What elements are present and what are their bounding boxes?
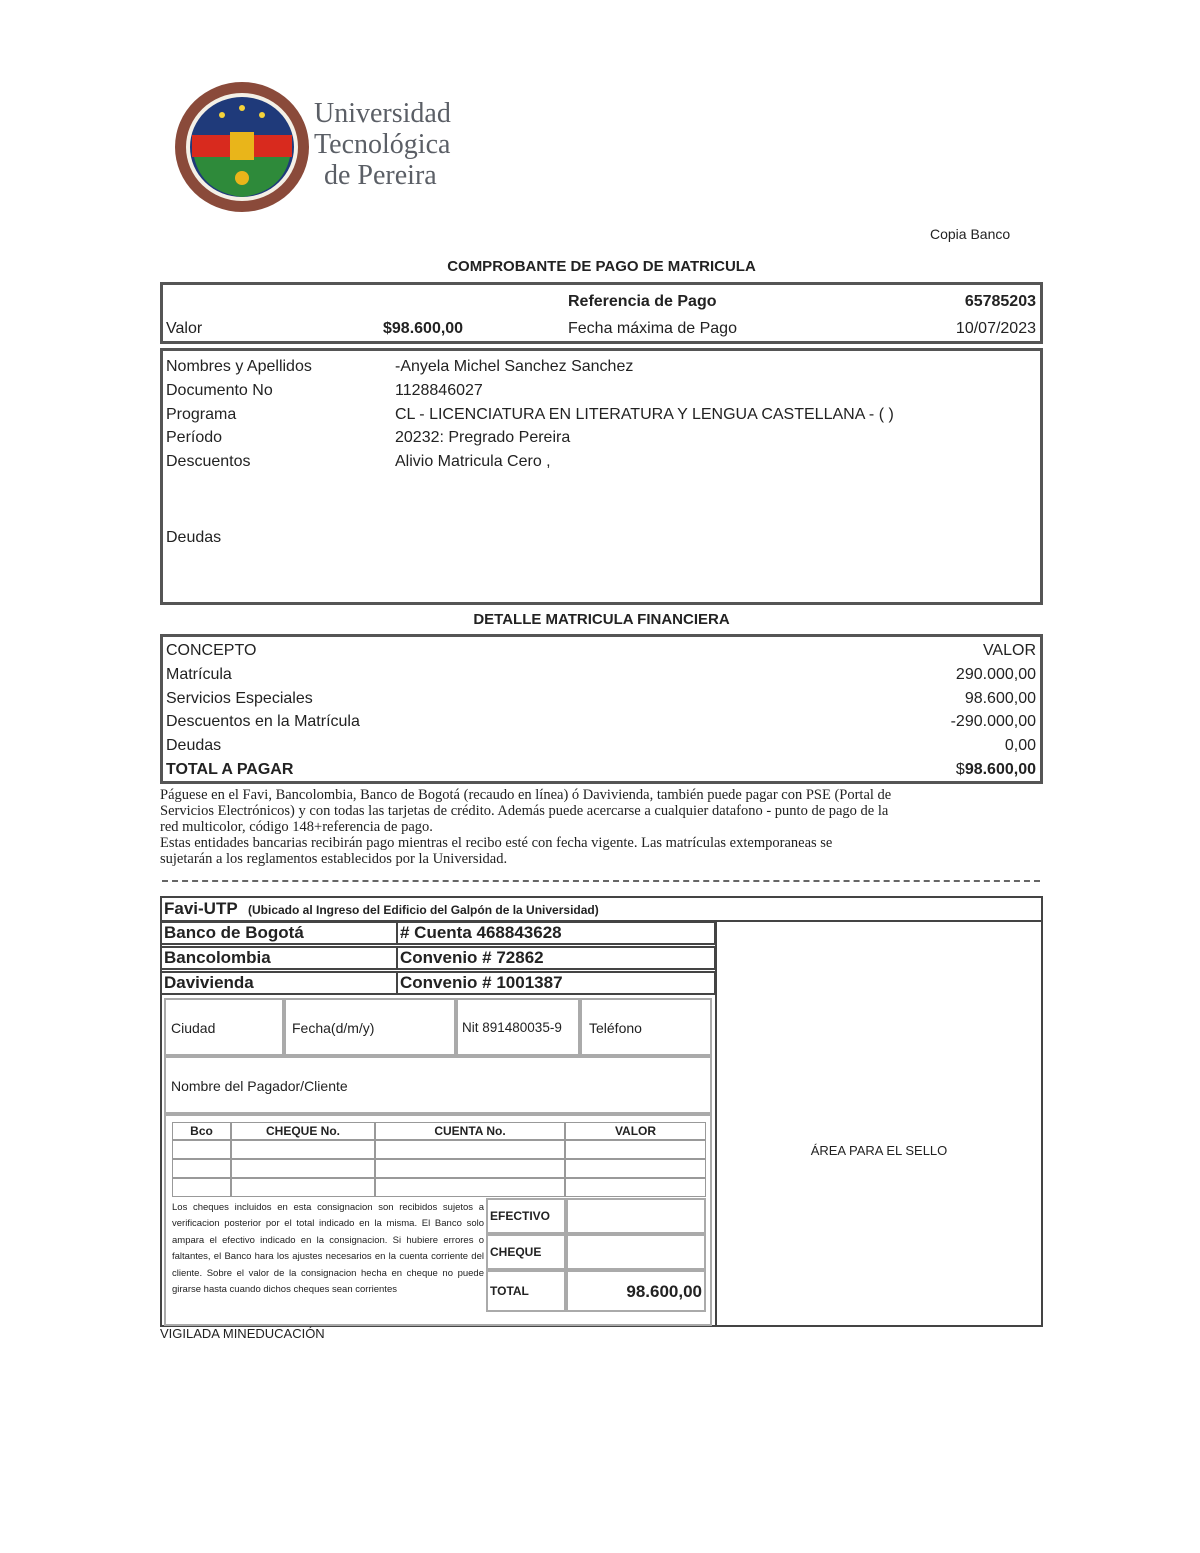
total-label: TOTAL A PAGAR [166, 761, 294, 778]
cut-line [162, 880, 1040, 882]
concepto-header: CONCEPTO [166, 642, 257, 659]
nombres-value: -Anyela Michel Sanchez Sanchez [395, 358, 634, 375]
detail-concepto: Matrícula [166, 666, 232, 683]
favi-note: (Ubicado al Ingreso del Edificio del Galpón de la Universidad) [248, 903, 599, 917]
payment-summary-box [160, 282, 1043, 344]
cheque-label-cell [486, 1234, 566, 1270]
slip-total-value: 98.600,00 [626, 1282, 702, 1301]
detail-valor: -290.000,00 [950, 713, 1036, 730]
total-currency: $ [955, 761, 965, 778]
pagador-field[interactable] [164, 1056, 712, 1114]
bank-account: # Cuenta 468843628 [396, 921, 716, 945]
bank-account: Convenio # 1001387 [396, 971, 716, 995]
detail-row [163, 737, 1040, 761]
detail-row [163, 666, 1040, 690]
fecha-label: Fecha(d/m/y) [292, 1020, 375, 1036]
efectivo-value-cell[interactable] [566, 1198, 706, 1234]
periodo-label: Período [166, 429, 223, 446]
efectivo-label: EFECTIVO [490, 1209, 551, 1223]
reference-label: Referencia de Pago [568, 293, 717, 310]
bank-name: Davivienda [160, 971, 398, 995]
cheque-cell[interactable] [375, 1178, 565, 1197]
ciudad-label: Ciudad [171, 1020, 216, 1036]
cheque-cell[interactable] [172, 1159, 231, 1178]
descuentos-label: Descuentos [166, 453, 251, 470]
total-label-cell [486, 1270, 566, 1312]
cheque-cell[interactable] [172, 1178, 231, 1197]
university-seal [172, 80, 312, 215]
telefono-field[interactable] [580, 998, 712, 1056]
cheque-cell[interactable] [565, 1140, 706, 1159]
documento-label: Documento No [166, 382, 273, 399]
fecha-field[interactable] [284, 998, 456, 1056]
bank-row [160, 921, 716, 945]
detail-header-row [163, 642, 1040, 666]
cheque-cell[interactable] [565, 1159, 706, 1178]
total-value-cell [566, 1270, 706, 1312]
cheque-header: CUENTA No. [375, 1122, 565, 1140]
detail-valor: 98.600,00 [964, 690, 1036, 707]
due-date-label: Fecha máxima de Pago [568, 320, 737, 337]
copy-label: Copia Banco [930, 226, 1011, 242]
pagador-label: Nombre del Pagador/Cliente [171, 1078, 348, 1094]
cheque-value-cell[interactable] [566, 1234, 706, 1270]
total-value-wrap [956, 761, 1036, 779]
deudas-label: Deudas [166, 529, 222, 546]
note-line: Páguese en el Favi, Bancolombia, Banco de Bogotá (recaudo en línea) ó Davivienda, también puede pagar con PSE (Portal de [160, 787, 892, 803]
cheque-disclaimer: Los cheques incluidos en esta consignacion son recibidos sujetos a verificacion posterior por el total indicado en la misma. El Banco solo ampara el efectivo indicado en la consignacion. Si hubiere errores o faltantes, el Banco hara los ajustes necesarios en la cuenta corriente del cliente. Sobre el valor de la consignacion hecha en cheque no puede girarse hasta cuando dichos cheques sean corrientes [172, 1202, 484, 1296]
detail-concepto: Descuentos en la Matrícula [166, 713, 360, 730]
cheque-cell[interactable] [172, 1140, 231, 1159]
university-name-line3: de Pereira [324, 160, 437, 191]
descuentos-value: Alivio Matricula Cero , [395, 453, 551, 470]
bank-name: Bancolombia [160, 946, 398, 970]
stamp-area: ÁREA PARA EL SELLO [810, 1143, 948, 1158]
total-row [163, 761, 1040, 785]
documento-value: 1128846027 [395, 382, 483, 399]
valor-label: Valor [166, 320, 203, 337]
university-name-line1: Universidad [314, 98, 451, 129]
due-date-value: 10/07/2023 [955, 320, 1036, 337]
slip-total-label: TOTAL [490, 1284, 529, 1298]
bank-account: Convenio # 72862 [396, 946, 716, 970]
note-line: sujetarán a los reglamentos establecidos por la Universidad. [160, 851, 508, 867]
nombres-label: Nombres y Apellidos [166, 358, 312, 375]
total-value: 98.600,00 [964, 761, 1036, 778]
cheque-label: CHEQUE [490, 1245, 542, 1259]
detalle-title: DETALLE MATRICULA FINANCIERA [473, 611, 730, 628]
detail-row [163, 690, 1040, 714]
note-line: Servicios Electrónicos) y con todas las tarjetas de crédito. Además puede acercarse a cualquier datafono - punto de pago de la [160, 803, 889, 819]
nit-label: Nit 891480035-9 [462, 1020, 562, 1035]
valor-header: VALOR [982, 642, 1036, 659]
cheque-cell[interactable] [565, 1178, 706, 1197]
bank-name: Banco de Bogotá [160, 921, 398, 945]
reference-value: 65785203 [964, 293, 1036, 310]
detail-row [163, 713, 1040, 737]
cheque-header: CHEQUE No. [231, 1122, 375, 1140]
ciudad-field[interactable] [164, 998, 284, 1056]
efectivo-label-cell [486, 1198, 566, 1234]
favi-header [160, 896, 1043, 922]
cheque-cell[interactable] [231, 1159, 375, 1178]
periodo-value: 20232: Pregrado Pereira [395, 429, 571, 446]
cheque-header: VALOR [565, 1122, 706, 1140]
cheque-cell[interactable] [375, 1159, 565, 1178]
favi-title: Favi-UTP [164, 899, 238, 918]
programa-value: CL - LICENCIATURA EN LITERATURA Y LENGUA CASTELLANA - ( ) [395, 406, 894, 423]
detail-valor: 290.000,00 [955, 666, 1036, 683]
note-line: red multicolor, código 148+referencia de pago. [160, 819, 433, 835]
vigilada-footer: VIGILADA MINEDUCACIÓN [160, 1326, 325, 1341]
valor-value: $98.600,00 [383, 320, 464, 337]
detail-concepto: Deudas [166, 737, 222, 754]
payment-notes [160, 787, 1050, 867]
bank-row [160, 946, 716, 970]
detail-concepto: Servicios Especiales [166, 690, 313, 707]
cheque-cell[interactable] [375, 1140, 565, 1159]
telefono-label: Teléfono [589, 1020, 642, 1036]
university-name-line2: Tecnológica [314, 129, 451, 160]
note-line: Estas entidades bancarias recibirán pago mientras el recibo esté con fecha vigente. Las matrículas extemporaneas se [160, 835, 833, 851]
cheque-cell[interactable] [231, 1140, 375, 1159]
page-title: COMPROBANTE DE PAGO DE MATRICULA [447, 258, 756, 275]
nit-field [456, 998, 580, 1056]
cheque-header: Bco [172, 1122, 231, 1140]
student-info-box [160, 348, 1043, 605]
bank-row [160, 971, 716, 995]
programa-label: Programa [166, 406, 237, 423]
cheque-cell[interactable] [231, 1178, 375, 1197]
detail-valor: 0,00 [1004, 737, 1036, 754]
university-wordmark [314, 98, 451, 191]
financial-detail-box [160, 634, 1043, 784]
